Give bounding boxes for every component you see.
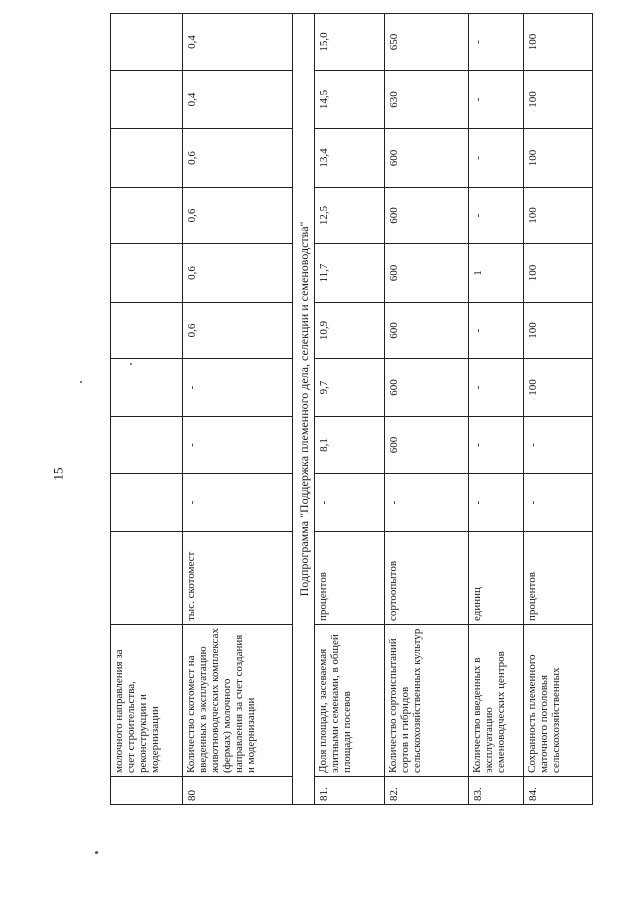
value-cell: - (469, 71, 524, 129)
table-row (111, 14, 183, 805)
value-cell: 600 (385, 244, 469, 303)
table-row (183, 14, 293, 805)
page-number: 15 (50, 467, 66, 481)
value-cell: 600 (385, 303, 469, 359)
value-cell: - (524, 417, 593, 474)
value-cell: 630 (385, 71, 469, 129)
value-cell: 100 (524, 244, 593, 303)
value-cell (111, 359, 183, 417)
value-cell: - (469, 188, 524, 244)
rotated-table-container (110, 32, 592, 805)
value-cell: 650 (385, 14, 469, 71)
value-cell: - (524, 474, 593, 532)
value-cell: - (183, 359, 293, 417)
value-cell: - (469, 417, 524, 474)
row-number: 82. (385, 777, 469, 805)
value-cell: - (385, 474, 469, 532)
row-number: 84. (524, 777, 593, 805)
table-row (524, 14, 593, 805)
value-cell: 100 (524, 303, 593, 359)
value-cell: 0,4 (183, 14, 293, 71)
value-cell: 100 (524, 359, 593, 417)
value-cell: 100 (524, 188, 593, 244)
value-cell: - (469, 359, 524, 417)
value-cell: 13,4 (315, 129, 385, 188)
value-cell (111, 303, 183, 359)
value-cell (111, 244, 183, 303)
table-row (315, 14, 385, 805)
value-cell: 1 (469, 244, 524, 303)
value-cell: - (469, 474, 524, 532)
indicator-name: Количество скотомест на введенных в эксплуатацию животноводческих комплексах (фермах) молочного направления за счет создания и модернизации (183, 625, 293, 777)
value-cell: - (183, 417, 293, 474)
unit-cell: тыс. скотомест (183, 532, 293, 625)
value-cell: 9,7 (315, 359, 385, 417)
indicator-name: молочного направления за счет строительства, реконструкции и модернизации (111, 625, 183, 777)
indicator-name: Количество введенных в эксплуатацию семеноводческих центров (469, 625, 524, 777)
indicator-name: Доля площади, засеваемая элитными семенами, в общей площади посевов (315, 625, 385, 777)
value-cell: 0,6 (183, 129, 293, 188)
value-cell: 14,5 (315, 71, 385, 129)
value-cell: 8,1 (315, 417, 385, 474)
row-number: 83. (469, 777, 524, 805)
value-cell: - (469, 129, 524, 188)
scan-speck (80, 381, 82, 383)
value-cell: - (183, 474, 293, 532)
unit-cell: единиц (469, 532, 524, 625)
value-cell: 100 (524, 71, 593, 129)
indicators-table (110, 13, 593, 805)
value-cell (111, 417, 183, 474)
value-cell: 15,0 (315, 14, 385, 71)
value-cell: 600 (385, 129, 469, 188)
value-cell: - (315, 474, 385, 532)
value-cell: 600 (385, 359, 469, 417)
value-cell: - (469, 303, 524, 359)
subprogram-title: Подпрограмма "Поддержка племенного дела, селекции и семеноводства" (293, 14, 315, 805)
value-cell: 0,6 (183, 303, 293, 359)
row-number: 81. (315, 777, 385, 805)
scan-speck (130, 363, 132, 365)
unit-cell: сортоопытов (385, 532, 469, 625)
value-cell: 10,9 (315, 303, 385, 359)
value-cell (111, 71, 183, 129)
row-number: 80 (183, 777, 293, 805)
value-cell (111, 129, 183, 188)
table-row (385, 14, 469, 805)
value-cell: 0,4 (183, 71, 293, 129)
value-cell: 12,5 (315, 188, 385, 244)
value-cell (111, 474, 183, 532)
value-cell: 100 (524, 129, 593, 188)
indicator-name: Сохранность племенного маточного поголовья сельскохозяйственных (524, 625, 593, 777)
unit-cell (111, 532, 183, 625)
unit-cell: процентов (315, 532, 385, 625)
value-cell: 0,6 (183, 244, 293, 303)
value-cell: 0,6 (183, 188, 293, 244)
value-cell: 11,7 (315, 244, 385, 303)
table-row (469, 14, 524, 805)
value-cell: 600 (385, 188, 469, 244)
subprogram-row (293, 14, 315, 805)
value-cell: 600 (385, 417, 469, 474)
value-cell: - (469, 14, 524, 71)
row-number (111, 777, 183, 805)
unit-cell: процентов (524, 532, 593, 625)
scan-speck (95, 851, 98, 854)
value-cell: 100 (524, 14, 593, 71)
value-cell (111, 188, 183, 244)
indicator-name: Количество сортоиспытаний сортов и гибридов сельскохозяйственных культур (385, 625, 469, 777)
value-cell (111, 14, 183, 71)
